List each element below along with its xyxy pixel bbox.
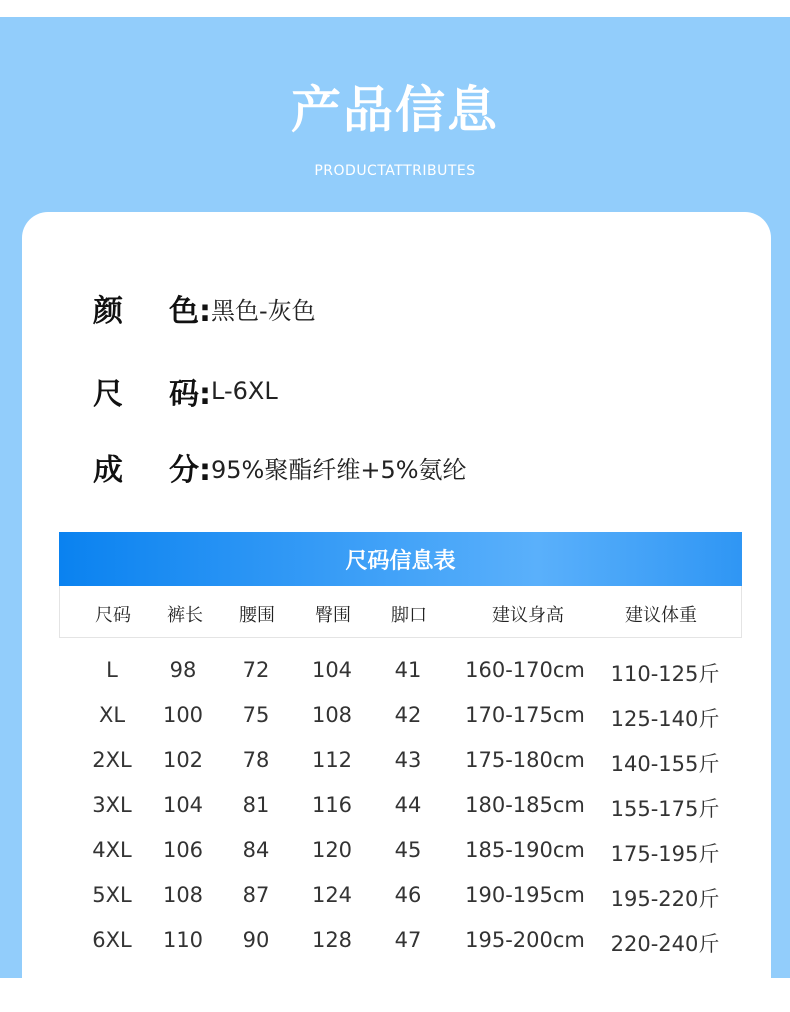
- table-row: [0, 928, 790, 968]
- table-cell: 195-220斤: [610, 887, 720, 911]
- table-cell: 42: [394, 703, 422, 727]
- table-cell: 128: [311, 928, 353, 952]
- table-cell: 87: [242, 883, 270, 907]
- table-cell: 116: [311, 793, 353, 817]
- column-header: 脚口: [391, 605, 427, 626]
- table-cell: 104: [162, 793, 204, 817]
- table-cell: 43: [394, 748, 422, 772]
- attribute-size-value: L-6XL: [211, 377, 278, 405]
- table-cell: 112: [311, 748, 353, 772]
- table-row: [0, 838, 790, 878]
- label-char: 尺: [93, 377, 123, 412]
- table-cell: 155-175斤: [610, 797, 720, 821]
- table-cell: 175-195斤: [610, 842, 720, 866]
- attribute-color-value: 黑色-灰色: [211, 296, 316, 325]
- table-cell: 175-180cm: [465, 748, 585, 772]
- table-cell: 78: [242, 748, 270, 772]
- table-cell: 98: [169, 658, 197, 682]
- table-cell: 190-195cm: [465, 883, 585, 907]
- table-cell: L: [106, 658, 118, 682]
- attribute-size: [93, 371, 278, 411]
- label-char: 分:: [169, 453, 211, 488]
- attribute-color: [93, 288, 316, 328]
- table-row: [0, 748, 790, 788]
- attribute-size-label: [93, 369, 211, 413]
- table-row: [0, 793, 790, 833]
- table-cell: 84: [242, 838, 270, 862]
- table-cell: 160-170cm: [465, 658, 585, 682]
- table-cell: 104: [311, 658, 353, 682]
- label-char: 颜: [93, 294, 123, 329]
- column-header: 腰围: [239, 605, 275, 626]
- table-cell: 180-185cm: [465, 793, 585, 817]
- table-cell: 140-155斤: [610, 752, 720, 776]
- table-cell: 6XL: [92, 928, 132, 952]
- table-cell: 185-190cm: [465, 838, 585, 862]
- table-cell: 90: [242, 928, 270, 952]
- label-char: 成: [93, 453, 123, 488]
- table-cell: 170-175cm: [465, 703, 585, 727]
- table-cell: 72: [242, 658, 270, 682]
- table-cell: 3XL: [92, 793, 132, 817]
- table-cell: 41: [394, 658, 422, 682]
- table-cell: XL: [98, 703, 126, 727]
- table-cell: 108: [162, 883, 204, 907]
- table-row: [0, 658, 790, 698]
- table-cell: 47: [394, 928, 422, 952]
- table-cell: 100: [162, 703, 204, 727]
- table-row: [0, 703, 790, 743]
- table-cell: 102: [162, 748, 204, 772]
- table-cell: 108: [311, 703, 353, 727]
- table-cell: 110-125斤: [610, 662, 720, 686]
- label-char: 码:: [169, 377, 211, 412]
- table-cell: 81: [242, 793, 270, 817]
- table-cell: 5XL: [92, 883, 132, 907]
- page-title: 产品信息: [291, 81, 499, 139]
- table-cell: 124: [311, 883, 353, 907]
- attribute-material: [93, 447, 467, 487]
- table-cell: 195-200cm: [465, 928, 585, 952]
- table-cell: 4XL: [92, 838, 132, 862]
- column-header: 尺码: [95, 605, 131, 626]
- table-cell: 110: [162, 928, 204, 952]
- page-subtitle: PRODUCTATTRIBUTES: [314, 163, 476, 179]
- attribute-color-label: [93, 286, 211, 330]
- table-cell: 120: [311, 838, 353, 862]
- size-table-title: 尺码信息表: [59, 532, 742, 586]
- table-cell: 2XL: [92, 748, 132, 772]
- table-cell: 125-140斤: [610, 707, 720, 731]
- column-header: 建议体重: [625, 605, 697, 626]
- table-cell: 75: [242, 703, 270, 727]
- label-char: 色:: [169, 294, 211, 329]
- table-cell: 46: [394, 883, 422, 907]
- table-cell: 45: [394, 838, 422, 862]
- table-cell: 220-240斤: [610, 932, 720, 956]
- table-cell: 106: [162, 838, 204, 862]
- column-header: 裤长: [167, 605, 203, 626]
- size-table-column-header: [59, 586, 742, 638]
- table-row: [0, 883, 790, 923]
- table-cell: 44: [394, 793, 422, 817]
- attribute-material-value: 95%聚酯纤维+5%氨纶: [211, 455, 467, 484]
- column-header: 臀围: [315, 605, 351, 626]
- attribute-material-label: [93, 445, 211, 489]
- column-header: 建议身高: [492, 605, 564, 626]
